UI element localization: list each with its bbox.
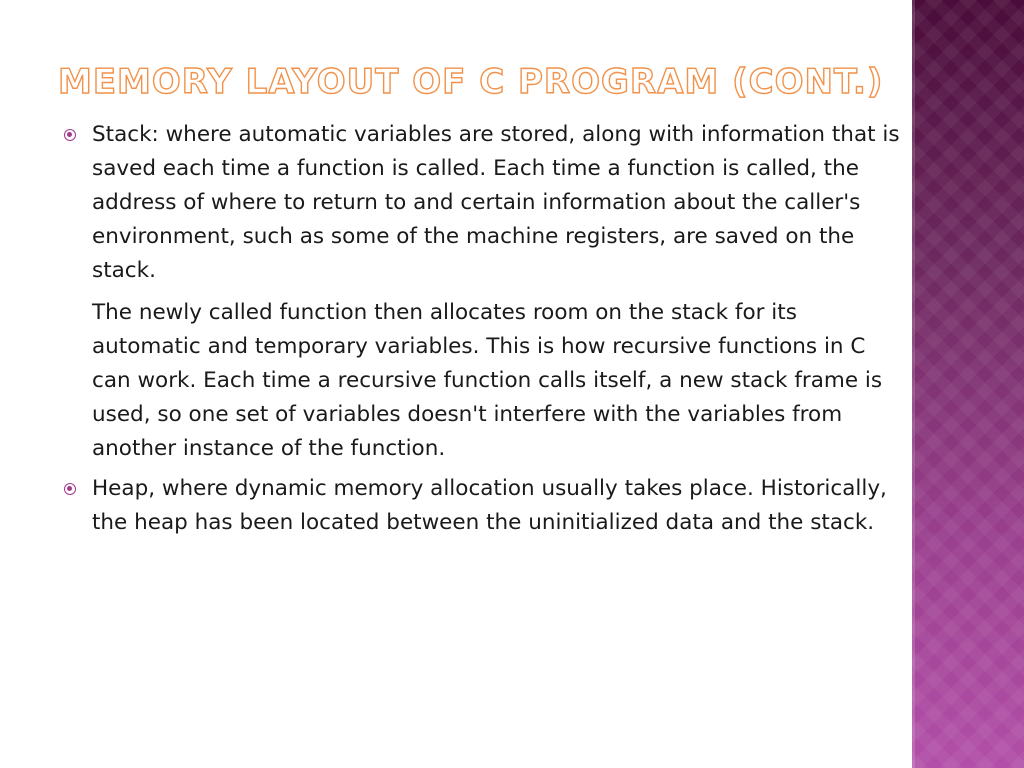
bullet-heap [60, 472, 900, 540]
circle-dot-bullet-icon [64, 129, 76, 141]
bullet-paragraph: Stack: where automatic variables are stored, along with information that is saved each time a function is called. Each time a function is called, the address of where to return to and certain information about the caller's environment, such as some of the machine registers, are saved on the stack. [92, 122, 900, 283]
slide-title: MEMORY LAYOUT OF C PROGRAM (CONT.) [58, 62, 884, 102]
bullet-stack [60, 118, 900, 466]
circle-dot-bullet-icon [64, 483, 76, 495]
bullet-paragraph: Heap, where dynamic memory allocation usually takes place. Historically, the heap has been located between the uninitialized data and the stack. [92, 476, 887, 535]
slide-body [60, 118, 900, 546]
decorative-side-panel [912, 0, 1024, 768]
bullet-paragraph: The newly called function then allocates room on the stack for its automatic and temporary variables. This is how recursive functions in C can work. Each time a recursive function calls itself, a new stack frame is used, so one set of variables doesn't interfere with the variables from another instance of the function. [92, 300, 883, 461]
